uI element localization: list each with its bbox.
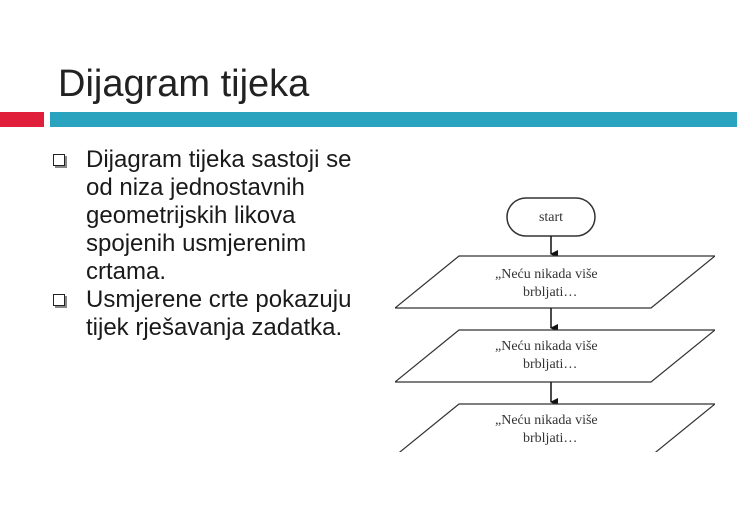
flowchart-diagram (395, 190, 715, 452)
slide-title: Dijagram tijeka (58, 63, 310, 105)
bullet-list (48, 146, 378, 342)
flowchart-step (395, 404, 715, 452)
flowchart-step (395, 256, 715, 308)
square-bullet-icon (53, 294, 65, 306)
step-line-1: „Neću nikada više (495, 267, 598, 282)
bullet-item (48, 146, 378, 286)
step-line-2: brbljati… (523, 357, 578, 372)
step-line-1: „Neću nikada više (495, 413, 598, 428)
io-parallelogram-shape (395, 330, 715, 382)
accent-bar-red (0, 112, 44, 127)
flowchart-start (507, 198, 595, 236)
bullet-text: Dijagram tijeka sastoji se od niza jednostavnih geometrijskih likova spojenih usmjerenim crtama. (86, 146, 352, 285)
step-line-2: brbljati… (523, 431, 578, 446)
accent-bar-teal (50, 112, 737, 127)
io-parallelogram-shape (395, 256, 715, 308)
flowchart-step (395, 330, 715, 382)
bullet-item (48, 286, 378, 342)
step-line-2: brbljati… (523, 285, 578, 300)
start-label: start (538, 210, 564, 225)
bullet-text: Usmjerene crte pokazuju tijek rješavanja zadatka. (86, 286, 352, 341)
square-bullet-icon (53, 154, 65, 166)
step-line-1: „Neću nikada više (495, 339, 598, 354)
